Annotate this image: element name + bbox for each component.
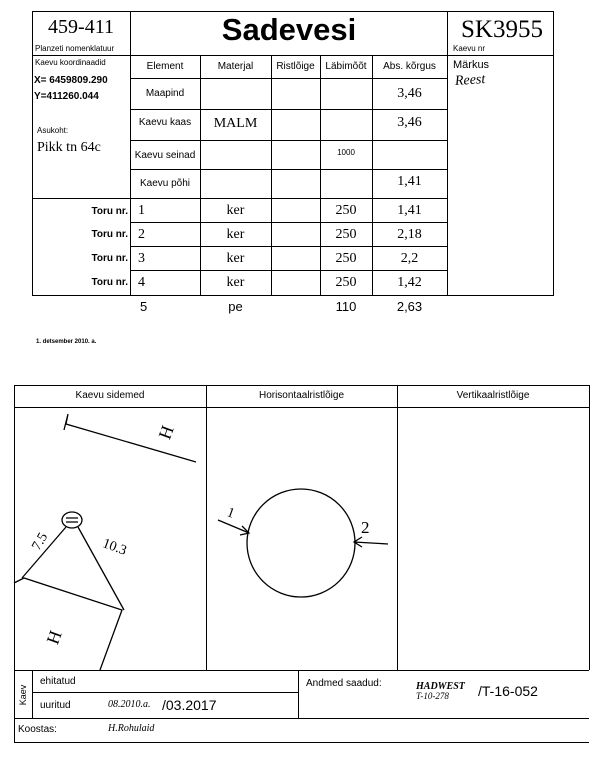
section-kaevu-sidemed: Kaevu sidemed xyxy=(75,390,145,401)
pipe-label-4: Toru nr. xyxy=(91,277,128,288)
pipe-nr-1: 1 xyxy=(138,203,145,218)
info-top-line xyxy=(14,670,589,671)
info-bottom-line xyxy=(14,718,589,719)
location-value: Pikk tn 64c xyxy=(37,140,101,155)
koostas-bottom-line xyxy=(14,742,589,743)
coord-x: X= 6459809.290 xyxy=(34,75,108,86)
remarks-label: Märkus xyxy=(453,59,490,71)
nomenclature-value: 459-411 xyxy=(48,16,114,38)
extra-pipe-materjal: pe xyxy=(228,299,243,314)
date-note: 1. detsember 2010. a. xyxy=(36,339,97,345)
pipe-nr-4: 4 xyxy=(138,275,145,290)
materjal-kaevu-kaas: MALM xyxy=(213,116,258,131)
korgus-maapind: 3,46 xyxy=(397,86,422,101)
pipe-nr-3: 3 xyxy=(138,251,145,266)
pipe-labimoot-2: 250 xyxy=(335,227,357,242)
pipe-label-2: Toru nr. xyxy=(91,229,128,240)
koostas-label: Koostas: xyxy=(18,724,57,735)
koostas-value: H.Rohulaid xyxy=(108,723,155,734)
andmed-code: T-10-278 xyxy=(416,691,449,701)
pipe-materjal-1: ker xyxy=(226,203,245,218)
uuritud-value-2: /03.2017 xyxy=(162,697,217,713)
element-kaevu-seinad: Kaevu seinad xyxy=(134,150,196,161)
header-labimoot: Läbimõõt xyxy=(325,61,367,72)
andmed-company: HADWEST xyxy=(416,681,465,692)
pipe-arrow-1 xyxy=(218,520,249,535)
well-number: SK3955 xyxy=(461,16,543,43)
header-materjal: Materjal xyxy=(217,61,254,72)
header-abs-korgus: Abs. kõrgus xyxy=(383,61,436,72)
pipe-label-1: Toru nr. xyxy=(91,206,128,217)
element-kaevu-pohi: Kaevu põhi xyxy=(139,178,191,189)
pipe-labimoot-3: 250 xyxy=(335,251,357,266)
section-horisontaal: Horisontaalristlõige xyxy=(258,390,345,401)
korgus-kaevu-pohi: 1,41 xyxy=(397,174,422,189)
kaev-label: Kaev xyxy=(18,684,28,706)
pipe-arrow-2 xyxy=(354,537,388,547)
sketch-dist-right: 10.3 xyxy=(100,536,129,559)
coord-y: Y=411260.044 xyxy=(34,91,99,102)
pipe-materjal-3: ker xyxy=(226,251,245,266)
andmed-extra: /T-16-052 xyxy=(478,683,538,699)
element-kaevu-kaas: Kaevu kaas xyxy=(138,117,192,128)
labimoot-kaevu-seinad: 1000 xyxy=(337,148,355,157)
kaev-col-line xyxy=(32,670,33,718)
well-cross-section xyxy=(247,489,355,597)
extra-pipe-korgus: 2,63 xyxy=(396,299,423,314)
pipe-materjal-4: ker xyxy=(226,275,245,290)
extra-pipe-labimoot: 110 xyxy=(335,299,357,314)
coords-label: Kaevu koordinaadid xyxy=(35,58,106,67)
remarks-value: Reest xyxy=(454,71,486,90)
pipe-materjal-2: ker xyxy=(226,227,245,242)
sketch-pipe-2: 2 xyxy=(361,518,370,537)
nomenclature-label: Planzeti nomenklatuur xyxy=(35,44,115,53)
pipe-label-3: Toru nr. xyxy=(91,253,128,264)
building-outline-top xyxy=(64,414,196,462)
uuritud-value-1: 08.2010.a. xyxy=(108,699,151,710)
building-outline-bottom xyxy=(14,578,122,670)
pipe-korgus-3: 2,2 xyxy=(400,251,419,266)
extra-pipe-nr: 5 xyxy=(140,299,148,314)
sketch-pipe-1: 1 xyxy=(224,505,237,522)
sketch-h-top: H xyxy=(154,422,178,442)
pipe-korgus-4: 1,42 xyxy=(397,275,422,290)
ehitatud-label: ehitatud xyxy=(40,676,76,687)
section-vertikaal: Vertikaalristlõige xyxy=(456,390,530,401)
korgus-kaevu-kaas: 3,46 xyxy=(397,115,422,130)
well-symbol-inner xyxy=(66,518,78,522)
andmed-label: Andmed saadud: xyxy=(306,678,382,689)
sketch-h-bottom: H xyxy=(42,627,66,647)
header-element: Element xyxy=(146,61,184,72)
location-label: Asukoht: xyxy=(37,126,69,135)
pipe-korgus-1: 1,41 xyxy=(397,203,422,218)
header-ristloige: Ristlõige xyxy=(276,61,315,72)
element-maapind: Maapind xyxy=(145,88,185,99)
pipe-korgus-2: 2,18 xyxy=(397,227,422,242)
info-mid-line xyxy=(298,670,299,718)
info-row-line xyxy=(32,692,298,693)
sketch-dist-left: 7.5 xyxy=(29,530,52,554)
pipe-labimoot-4: 250 xyxy=(335,275,357,290)
uuritud-label: uuritud xyxy=(40,700,71,711)
pipe-nr-2: 2 xyxy=(138,227,145,242)
page-title: Sadevesi xyxy=(221,12,357,47)
well-symbol xyxy=(62,512,82,528)
pipe-labimoot-1: 250 xyxy=(335,203,357,218)
well-number-label: Kaevu nr xyxy=(453,44,486,53)
